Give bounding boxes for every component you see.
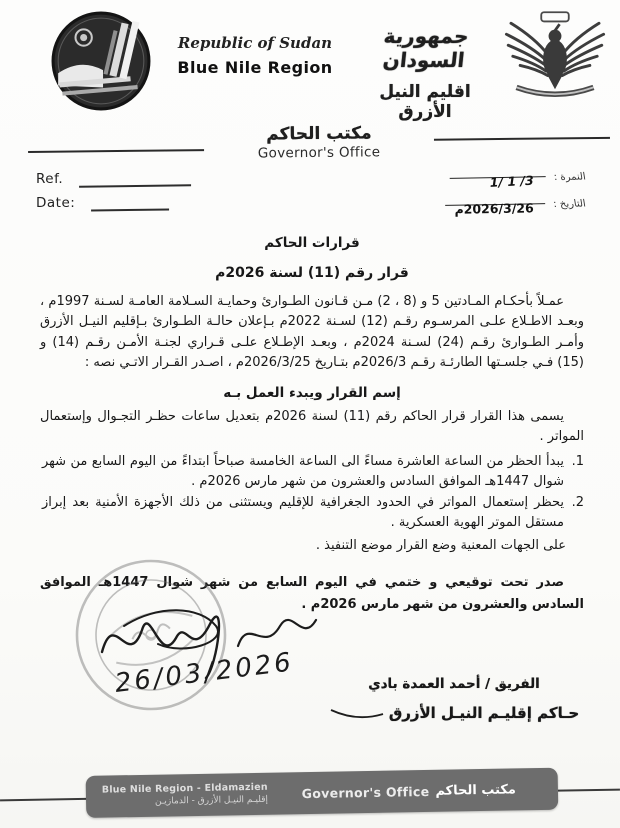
signatory-title-text: حـاكم إقليـم النيـل الأزرق <box>388 704 580 722</box>
item-2-number: 2. <box>571 495 584 511</box>
decree-naming-clause: يسمى هذا القرار قرار الحاكم رقم (11) لسنة 2026م بتعديل ساعات حظـر التجـوال وإستعمال المواتر . <box>40 409 584 444</box>
decree-item-2 <box>40 493 584 532</box>
republic-title-ar: جمهورية السودان <box>381 24 470 72</box>
number-value: 3/ 1 /1 <box>489 172 535 190</box>
republic-title-en: Republic of Sudan <box>177 34 333 52</box>
signatory-title <box>324 702 584 725</box>
region-title-ar: اقليم النيل الأزرق <box>379 82 471 122</box>
letterhead <box>0 0 620 122</box>
footer-region-ar: إقليـم النيـل الأزرق - الدمازيـن <box>154 795 269 808</box>
footer-bar <box>86 768 559 818</box>
blue-nile-region-seal-icon <box>50 10 152 112</box>
office-title-en: Governor's Office <box>257 144 381 162</box>
footer-line-left <box>0 798 92 802</box>
decree-number-title: قرار رقم (11) لسنة 2026م <box>215 265 409 282</box>
office-divider <box>0 121 620 164</box>
number-line <box>450 170 546 190</box>
office-title-ar: مكتب الحاكم <box>266 123 372 145</box>
date-label: Date: <box>36 195 76 211</box>
signatory-name: الفريق / أحمد العمدة بادي <box>368 675 540 692</box>
reference-block <box>0 161 620 219</box>
item-2-text: يحظر إستعمال المواتر في الحدود الجغرافية للإقليم ويستثنى من ذلك الأجهزة الأمنية بعد إبراز مستقل الموتر الهوية العسكرية . <box>42 495 564 530</box>
item-1-text: يبدأ الحظر من الساعة العاشرة مساءً الى الساعة الخامسة صباحاً ابتداءً من اليوم السابع من شهر شوال 1447هـ الموافق السادس والعشرون من شهر مارس 2026م . <box>42 454 564 489</box>
number-label-ar: النمرة : <box>553 171 587 184</box>
decree-item-1 <box>40 452 584 491</box>
footer-region-en: Blue Nile Region - Eldamazien <box>101 781 268 796</box>
footer-line-right <box>558 789 620 792</box>
issuance-clause: صدر تحت توقيعي و ختمي في اليوم السابع من شهر شوال 1447هـ الموافق السادس والعشرون من شهر مارس 2026م . <box>40 574 584 612</box>
date-line <box>446 197 546 217</box>
date-label-ar: التاريخ : <box>552 198 588 211</box>
signature-date: 26/03/2026 <box>113 647 296 699</box>
date-blank-line <box>91 198 169 211</box>
decree-heading: قرارات الحاكم <box>264 235 360 251</box>
header-arabic-titles <box>350 24 500 122</box>
section-heading: إسم القرار ويبدء العمل بـه <box>223 384 401 401</box>
header-english-titles <box>160 34 350 77</box>
footer-office-en: Governor's Office <box>301 783 430 801</box>
enforcement-clause: على الجهات المعنية وضع القرار موضع التنفيذ . <box>315 538 566 554</box>
signature-block <box>324 674 584 725</box>
decree-preamble: عمـلاً بأحكـام المـادتين 5 و (8 ، 2) مـن قـانون الطـوارئ وحمايـة السـلامة العامـة لسـنة 1997م ، وبعـد الاطـلاع علـى المرسـوم رقـم (12) لسـنة 2022م بـإعلان حالـة الطـوارئ بـإقليم النيـل الأزرق وأمـر الطـوارئ رقـم (24) لسـنة 2024م ، وبعـد الإطـلاع علـى قـراري لجنـة الأمـن رقـم (14) و (15) فـي جلسـتها الطارئـة رقـم 2026/3م بتـاريخ 2026/3/25م ، اصـدر القـرار الاتـي نصه : <box>40 294 584 370</box>
underline-swoosh-icon <box>329 707 385 721</box>
divider-line-right <box>434 136 610 140</box>
region-title-en: Blue Nile Region <box>177 58 333 77</box>
footer-office-ar: مكتب الحاكم <box>435 781 517 799</box>
sudan-coat-of-arms-icon <box>500 8 610 110</box>
divider-line-left <box>28 149 204 153</box>
item-1-number: 1. <box>571 454 584 470</box>
handwritten-signature-icon <box>88 586 328 706</box>
ref-blank-line <box>79 174 191 188</box>
ref-label: Ref. <box>36 171 64 187</box>
footer <box>0 765 620 828</box>
date-value-ar: 2026/3/26م <box>454 200 534 217</box>
